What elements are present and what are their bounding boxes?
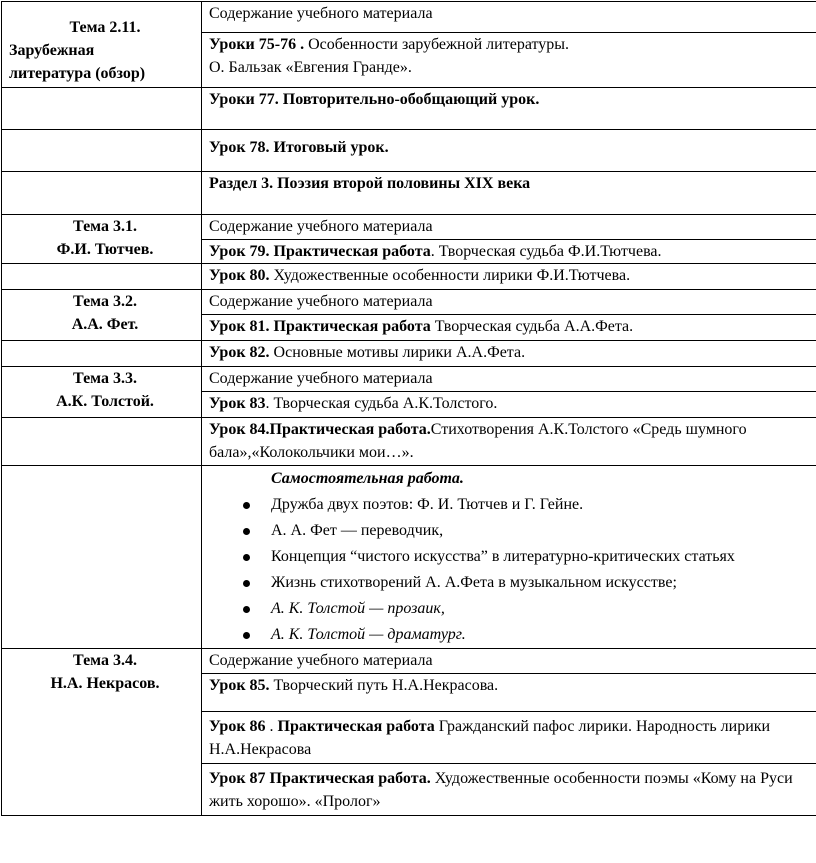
empty-left-cell xyxy=(2,341,202,367)
list-item: Концепция “чистого искусства” в литературно-критических статьях xyxy=(271,544,816,570)
content-header-text: Содержание учебного материала xyxy=(209,652,433,669)
table-row xyxy=(2,466,816,649)
topic-title: Зарубежная xyxy=(9,42,95,59)
topic-title: Ф.И. Тютчев. xyxy=(56,241,154,258)
lesson-87 xyxy=(202,764,816,816)
lesson-text: Особенности зарубежной литературы. xyxy=(308,36,570,53)
table-row xyxy=(2,130,816,172)
lesson-label: Урок 83 xyxy=(209,395,266,412)
lesson-text: Н.А.Некрасова xyxy=(209,741,312,758)
topic-cell-3-2 xyxy=(2,290,202,341)
lesson-label: Уроки 75-76 . xyxy=(209,36,305,53)
content-header xyxy=(202,215,816,240)
lesson-text: Творческий путь Н.А.Некрасова. xyxy=(269,677,499,694)
curriculum-table xyxy=(1,1,816,816)
empty-left-cell xyxy=(2,130,202,172)
lesson-label: Урок 86 xyxy=(209,718,266,735)
empty-left-cell xyxy=(2,88,202,130)
list-item: Дружба двух поэтов: Ф. И. Тютчев и Г. Гейне. xyxy=(271,492,816,518)
lesson-label: Практическая работа xyxy=(277,718,435,735)
table-row xyxy=(2,264,816,290)
empty-left-cell xyxy=(2,418,202,466)
topic-number: Тема 3.3. xyxy=(73,370,137,387)
table-row xyxy=(2,215,816,240)
table-row xyxy=(2,418,816,466)
lesson-text: Стихотворения А.К.Толстого «Средь шумного xyxy=(430,421,747,438)
independent-work-title: Самостоятельная работа. xyxy=(271,470,464,487)
section-title xyxy=(202,172,816,215)
content-header-text: Содержание учебного материала xyxy=(209,293,433,310)
content-header xyxy=(202,2,816,33)
content-header-text: Содержание учебного материала xyxy=(209,218,433,235)
lesson-83 xyxy=(202,392,816,418)
lesson-label: Урок 78. Итоговый урок. xyxy=(209,139,389,156)
section-title-text: Раздел 3. Поэзия второй половины XIX века xyxy=(209,175,531,192)
lesson-86 xyxy=(202,712,816,764)
empty-left-cell xyxy=(2,172,202,215)
lesson-84 xyxy=(202,418,816,466)
lesson-81 xyxy=(202,315,816,341)
list-item: А. К. Толстой — драматург. xyxy=(271,622,816,648)
topic-number: Тема 3.2. xyxy=(73,293,137,310)
table-row xyxy=(2,2,816,33)
lesson-text: Художественные особенности поэмы «Кому на Руси xyxy=(430,770,793,787)
content-header xyxy=(202,367,816,392)
lesson-75-76 xyxy=(202,33,816,88)
lesson-text: Гражданский пафос лирики. Народность лирики xyxy=(434,718,771,735)
lesson-78 xyxy=(202,130,816,172)
lesson-82 xyxy=(202,341,816,367)
lesson-label: Урок 79. Практическая работа xyxy=(209,243,431,260)
lesson-label: Уроки 77. Повторительно-обобщающий урок. xyxy=(209,91,540,108)
lesson-label: Урок 82. xyxy=(209,344,270,361)
table-row xyxy=(2,172,816,215)
topic-title: А.А. Фет. xyxy=(71,316,139,333)
list-item: Жизнь стихотворений А. А.Фета в музыкальном искусстве; xyxy=(271,570,816,596)
lesson-label: Урок 85. xyxy=(209,677,270,694)
content-header-text: Содержание учебного материала xyxy=(209,370,433,387)
content-header xyxy=(202,290,816,315)
topic-number: Тема 2.11. xyxy=(69,19,141,36)
topic-title: литература (обзор) xyxy=(9,65,146,82)
list-item: А. А. Фет — переводчик, xyxy=(271,518,816,544)
topic-number: Тема 3.1. xyxy=(73,218,137,235)
lesson-label: Урок 81. Практическая работа xyxy=(209,318,431,335)
independent-work-list xyxy=(209,492,816,648)
lesson-79 xyxy=(202,240,816,264)
lesson-text: бала»,«Колокольчики мои…». xyxy=(209,444,414,461)
lesson-text: . Творческая судьба А.К.Толстого. xyxy=(265,395,498,412)
lesson-text: Основные мотивы лирики А.А.Фета. xyxy=(269,344,526,361)
empty-left-cell xyxy=(2,466,202,649)
table-row xyxy=(2,367,816,392)
topic-cell-3-3 xyxy=(2,367,202,418)
lesson-text: жить хорошо». «Пролог» xyxy=(209,793,381,810)
lesson-label: Урок 87 Практическая работа. xyxy=(209,770,431,787)
topic-cell-2-11 xyxy=(2,2,202,88)
lesson-80 xyxy=(202,264,816,290)
lesson-85 xyxy=(202,674,816,712)
list-item: А. К. Толстой — прозаик, xyxy=(271,596,816,622)
table-row xyxy=(2,649,816,674)
lesson-label: Урок 80. xyxy=(209,267,270,284)
table-row xyxy=(2,88,816,130)
lesson-text: Художественные особенности лирики Ф.И.Тютчева. xyxy=(269,267,631,284)
topic-title: А.К. Толстой. xyxy=(56,393,154,410)
table-row xyxy=(2,341,816,367)
table-row xyxy=(2,290,816,315)
lesson-label: Урок 84.Практическая работа. xyxy=(209,421,431,438)
lesson-text: Творческая судьба А.А.Фета. xyxy=(430,318,634,335)
topic-title: Н.А. Некрасов. xyxy=(50,675,160,692)
content-header-text: Содержание учебного материала xyxy=(209,5,433,22)
topic-number: Тема 3.4. xyxy=(73,652,137,669)
lesson-text: О. Бальзак «Евгения Гранде». xyxy=(209,59,412,76)
content-header xyxy=(202,649,816,674)
topic-cell-3-1 xyxy=(2,215,202,264)
empty-left-cell xyxy=(2,264,202,290)
lesson-77 xyxy=(202,88,816,130)
lesson-text: . Творческая судьба Ф.И.Тютчева. xyxy=(430,243,662,260)
lesson-separator: . xyxy=(265,718,278,735)
independent-work xyxy=(202,466,816,649)
topic-cell-3-4 xyxy=(2,649,202,816)
